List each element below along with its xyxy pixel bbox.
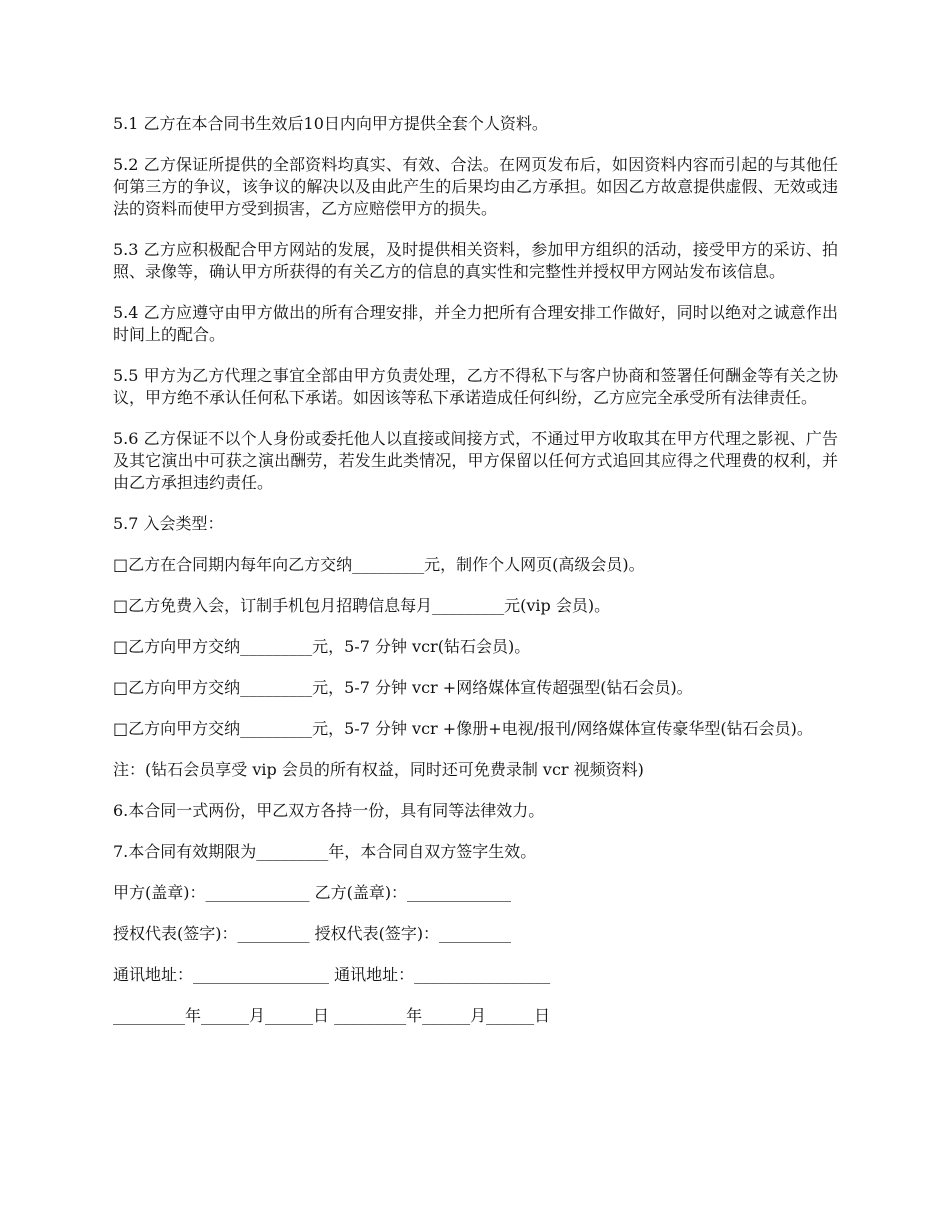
clause-5-6: 5.6 乙方保证不以个人身份或委托他人以直接或间接方式，不通过甲方收取其在甲方代理之影视、广告及其它演出中可获之演出酬劳，若发生此类情况，甲方保留以任何方式追回其应得之代理费的权利，并由乙方承担违约责任。 <box>113 429 838 492</box>
signature-representative-line: 授权代表(签字)：_________ 授权代表(签字)：_________ <box>113 924 512 943</box>
clause-5-4: 5.4 乙方应遵守由甲方做出的所有合理安排，并全力把所有合理安排工作做好，同时以绝对之诚意作出时间上的配合。 <box>113 303 838 344</box>
signature-seal-line: 甲方(盖章)：_____________ 乙方(盖章)：_____________ <box>113 883 512 902</box>
clause-5-5: 5.5 甲方为乙方代理之事宜全部由甲方负责处理，乙方不得私下与客户协商和签署任何酬金等有关之协议，甲方绝不承认任何私下承诺。如因该等私下承诺造成任何纠纷，乙方应完全承受所有法律责任。 <box>113 366 838 407</box>
membership-option-diamond: □乙方向甲方交纳_________元，5-7 分钟 vcr(钻石会员)。 <box>113 637 531 656</box>
membership-option-diamond-super: □乙方向甲方交纳_________元，5-7 分钟 vcr +网络媒体宣传超强型(钻石会员)。 <box>113 678 693 697</box>
clause-7: 7.本合同有效期限为_________年，本合同自双方签字生效。 <box>113 842 537 861</box>
membership-note: 注：(钻石会员享受 vip 会员的所有权益，同时还可免费录制 vcr 视频资料) <box>113 760 644 779</box>
signature-address-line: 通讯地址：_________________ 通讯地址：_________________ <box>113 965 551 984</box>
clause-5-7-heading: 5.7 入会类型： <box>113 514 224 533</box>
signature-date-line: _________年______月______日 _________年______月______日 <box>113 1006 551 1025</box>
clause-5-2: 5.2 乙方保证所提供的全部资料均真实、有效、合法。在网页发布后，如因资料内容而引起的与其他任何第三方的争议，该争议的解决以及由此产生的后果均由乙方承担。如因乙方故意提供虚假、无效或违法的资料而使甲方受到损害，乙方应赔偿甲方的损失。 <box>113 155 838 218</box>
membership-option-senior: □乙方在合同期内每年向乙方交纳_________元，制作个人网页(高级会员)。 <box>113 555 645 574</box>
clause-5-3: 5.3 乙方应积极配合甲方网站的发展，及时提供相关资料，参加甲方组织的活动，接受甲方的采访、拍照、录像等，确认甲方所获得的有关乙方的信息的真实性和完整性并授权甲方网站发布该信息。 <box>113 240 838 281</box>
clause-6: 6.本合同一式两份，甲乙双方各持一份，具有同等法律效力。 <box>113 801 545 820</box>
membership-option-vip: □乙方免费入会，订制手机包月招聘信息每月_________元(vip 会员)。 <box>113 596 611 615</box>
document-body <box>113 113 838 1046</box>
clause-5-1: 5.1 乙方在本合同书生效后10日内向甲方提供全套个人资料。 <box>113 114 548 133</box>
membership-option-diamond-deluxe: □乙方向甲方交纳_________元，5-7 分钟 vcr +像册+电视/报刊/网络媒体宣传豪华型(钻石会员)。 <box>113 719 813 738</box>
